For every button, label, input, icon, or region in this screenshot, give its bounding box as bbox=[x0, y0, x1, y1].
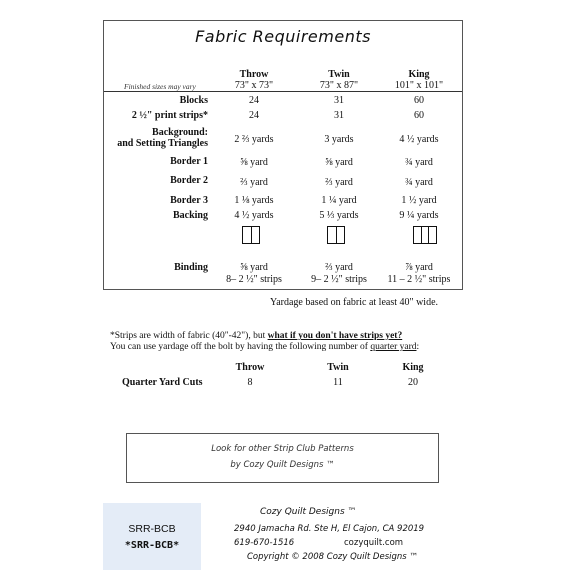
cell-border2-king: ¾ yard bbox=[405, 177, 433, 188]
strips-note-underlined: quarter yard bbox=[370, 342, 417, 352]
row-label-binding: Binding bbox=[174, 262, 208, 273]
quarter-value-throw: 8 bbox=[247, 377, 253, 388]
pattern-code: SRR-BCB bbox=[128, 523, 176, 535]
binding-yardage: ⅔ yard bbox=[325, 262, 353, 273]
binding-yardage: ⅝ yard bbox=[240, 262, 268, 273]
column-header-king bbox=[379, 69, 459, 91]
column-size: 73" x 73" bbox=[234, 80, 274, 91]
strips-note-colon: : bbox=[416, 342, 420, 352]
page-title: Fabric Requirements bbox=[195, 27, 371, 46]
footer-website-link[interactable]: cozyquilt.com bbox=[344, 538, 404, 548]
backing-panels-throw-icon bbox=[242, 226, 260, 244]
cell-strips-twin: 31 bbox=[334, 110, 344, 121]
cell-backing-king: 9 ¼ yards bbox=[399, 210, 439, 221]
backing-panels-king-icon bbox=[413, 226, 437, 244]
pattern-barcode-text: *SRR-BCB* bbox=[124, 540, 180, 551]
fabric-requirements-box bbox=[103, 20, 463, 290]
column-header-throw bbox=[219, 69, 289, 91]
cell-binding-king bbox=[376, 262, 462, 286]
row-label-border-1: Border 1 bbox=[170, 156, 208, 167]
cell-binding-throw bbox=[219, 262, 289, 286]
row-label-print-strips: 2 ½" print strips* bbox=[131, 110, 208, 121]
quarter-yard-label: Quarter Yard Cuts bbox=[122, 377, 203, 388]
promo-line-2: by Cozy Quilt Designs ™ bbox=[230, 460, 335, 470]
yardage-note: Yardage based on fabric at least 40" wide. bbox=[270, 297, 439, 308]
finished-sizes-note: Finished sizes may vary bbox=[124, 82, 196, 91]
cell-strips-throw: 24 bbox=[249, 110, 259, 121]
row-label-backing: Backing bbox=[172, 210, 208, 221]
cell-border3-throw: 1 ⅛ yards bbox=[234, 195, 274, 206]
footer-phone: 619-670-1516 bbox=[234, 538, 295, 548]
header-divider bbox=[104, 91, 462, 92]
cell-blocks-twin: 31 bbox=[334, 95, 344, 106]
row-label-line: and Setting Triangles bbox=[117, 138, 208, 149]
binding-strips: 11 – 2 ½" strips bbox=[387, 274, 451, 285]
promo-box bbox=[126, 433, 439, 483]
strips-note-line-1 bbox=[110, 331, 402, 342]
column-name: Throw bbox=[239, 69, 269, 80]
row-label-border-3: Border 3 bbox=[170, 195, 208, 206]
cell-border3-twin: 1 ¼ yard bbox=[321, 195, 357, 206]
cell-binding-twin bbox=[299, 262, 379, 286]
cell-blocks-king: 60 bbox=[414, 95, 424, 106]
cell-border1-twin: ⅝ yard bbox=[325, 157, 353, 168]
column-name: Twin bbox=[328, 69, 350, 80]
binding-strips: 8– 2 ½" strips bbox=[226, 274, 282, 285]
cell-backing-throw: 4 ½ yards bbox=[234, 210, 274, 221]
cell-background-king: 4 ½ yards bbox=[399, 134, 439, 145]
promo-line-1: Look for other Strip Club Patterns bbox=[211, 444, 354, 454]
cell-border2-throw: ⅔ yard bbox=[240, 177, 268, 188]
footer-copyright: Copyright © 2008 Cozy Quilt Designs ™ bbox=[247, 552, 418, 562]
cell-backing-twin: 5 ⅓ yards bbox=[319, 210, 359, 221]
backing-panels-twin-icon bbox=[327, 226, 345, 244]
quarter-header-throw: Throw bbox=[235, 362, 265, 373]
pattern-code-box bbox=[103, 503, 201, 570]
quarter-header-twin: Twin bbox=[327, 362, 349, 373]
quarter-value-twin: 11 bbox=[333, 377, 343, 388]
cell-background-throw: 2 ⅔ yards bbox=[234, 134, 274, 145]
row-label-border-2: Border 2 bbox=[170, 175, 208, 186]
cell-border1-throw: ⅝ yard bbox=[240, 157, 268, 168]
quarter-value-king: 20 bbox=[408, 377, 418, 388]
binding-yardage: ⅞ yard bbox=[405, 262, 433, 273]
row-label-background bbox=[104, 127, 208, 149]
cell-background-twin: 3 yards bbox=[324, 134, 354, 145]
footer-address: 2940 Jamacha Rd. Ste H, El Cajon, CA 92019 bbox=[234, 524, 425, 534]
quarter-header-king: King bbox=[402, 362, 424, 373]
strips-note-line-2 bbox=[110, 342, 419, 353]
column-name: King bbox=[408, 69, 430, 80]
strips-note-text: You can use yardage off the bolt by having the following number of bbox=[110, 342, 371, 352]
column-header-twin bbox=[304, 69, 374, 91]
cell-border3-king: 1 ½ yard bbox=[401, 195, 437, 206]
strips-note-question: what if you don't have strips yet? bbox=[267, 331, 403, 341]
cell-border2-twin: ⅔ yard bbox=[325, 177, 353, 188]
row-label-blocks: Blocks bbox=[179, 95, 208, 106]
column-size: 101" x 101" bbox=[394, 80, 444, 91]
column-size: 73" x 87" bbox=[319, 80, 359, 91]
cell-blocks-throw: 24 bbox=[249, 95, 259, 106]
strips-note-text: *Strips are width of fabric (40"-42"), but bbox=[110, 331, 268, 341]
cell-strips-king: 60 bbox=[414, 110, 424, 121]
row-label-line: Background: bbox=[152, 127, 208, 138]
footer-company: Cozy Quilt Designs ™ bbox=[260, 507, 357, 517]
cell-border1-king: ¾ yard bbox=[405, 157, 433, 168]
binding-strips: 9– 2 ½" strips bbox=[311, 274, 367, 285]
